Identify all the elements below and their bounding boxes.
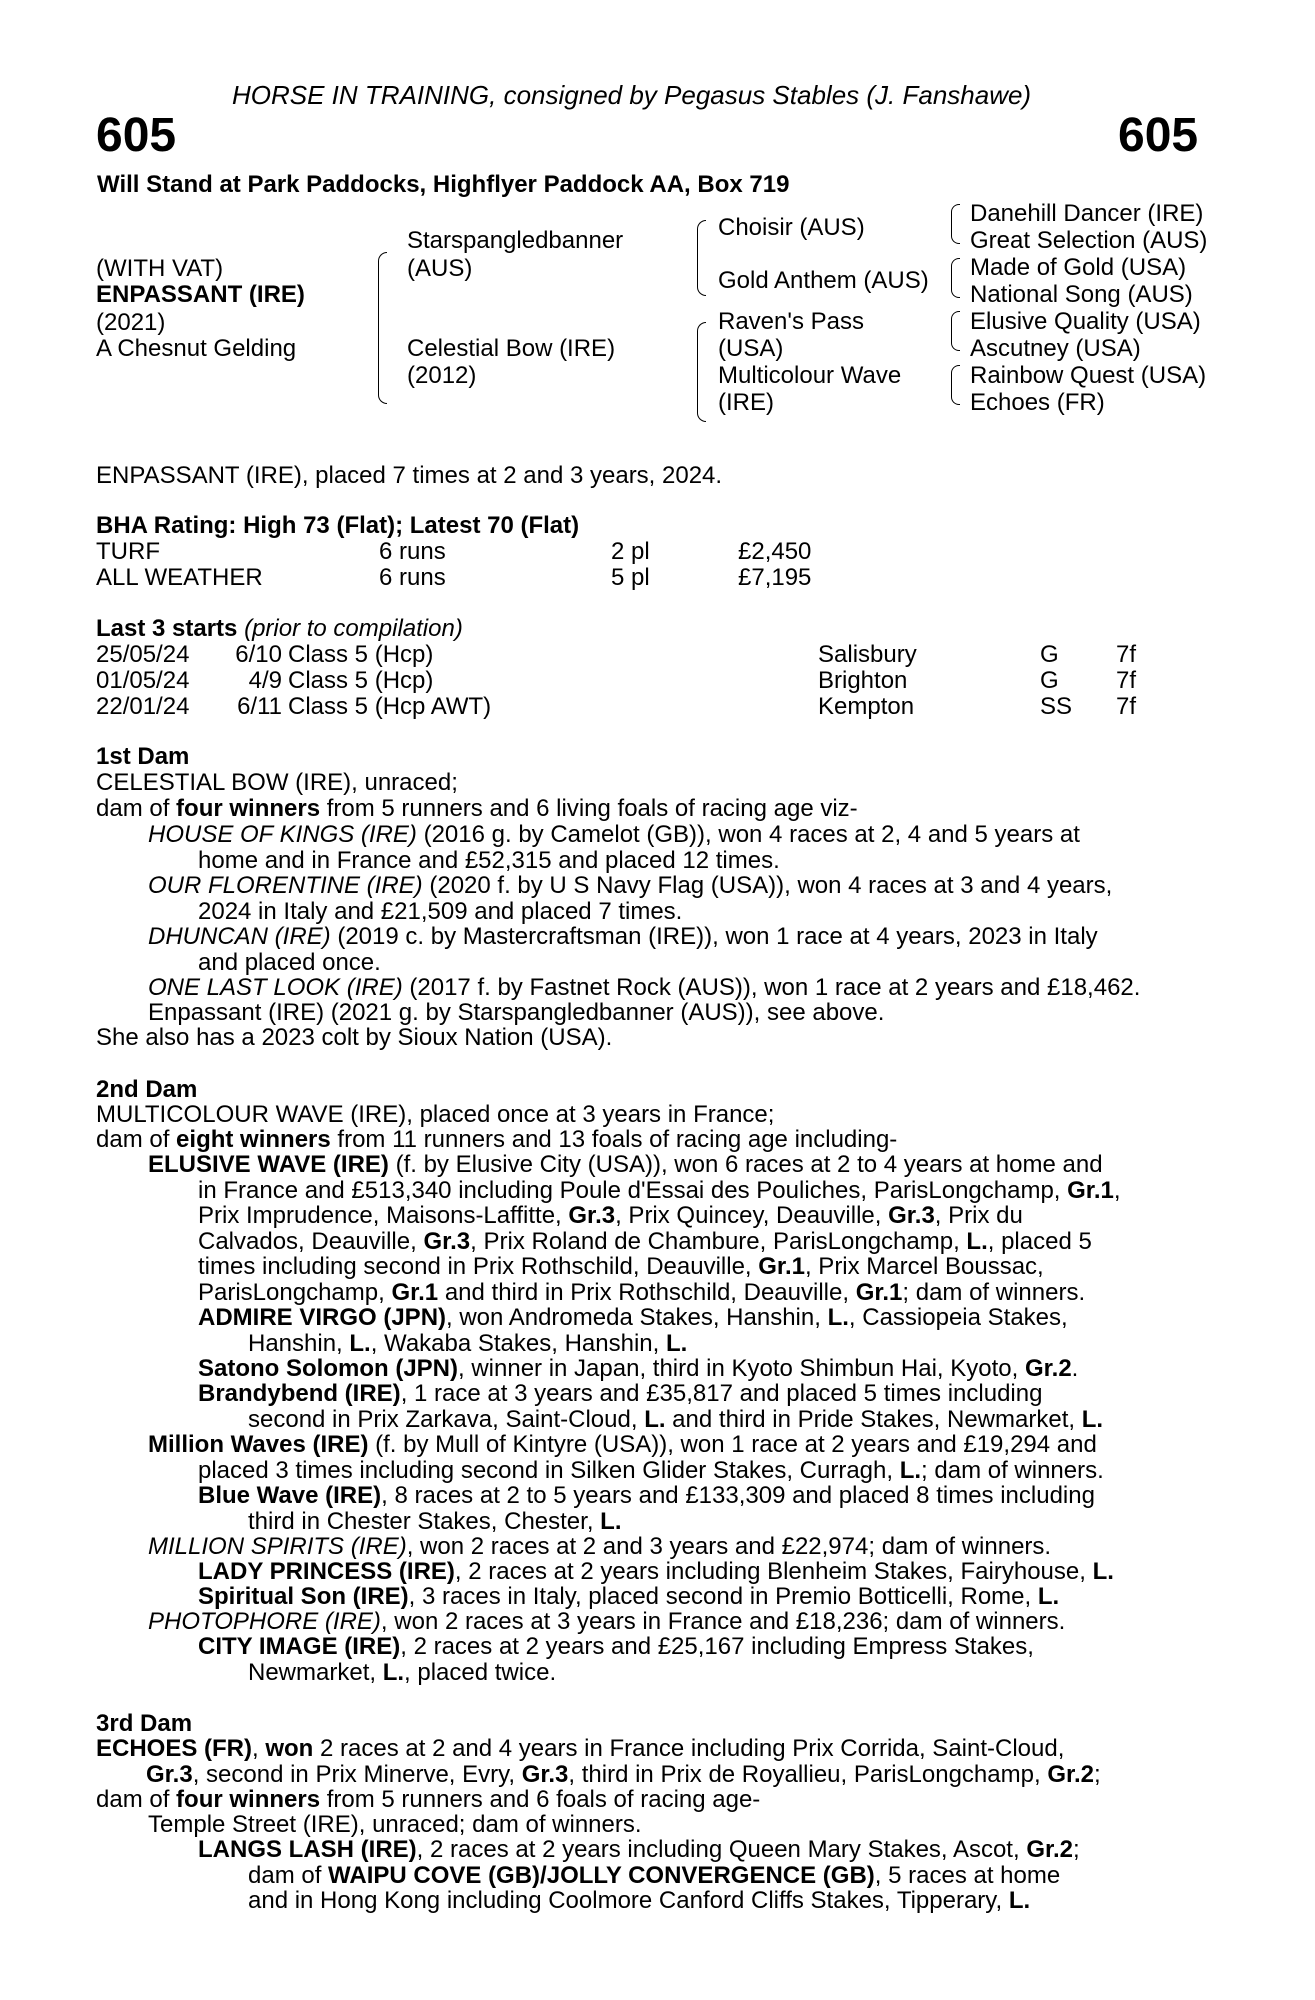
pedigree-brace-sd <box>951 258 960 298</box>
foal-record: (f. by Elusive City (USA)), won 6 races at 2 to 4 years at home and <box>388 1151 1103 1178</box>
pedigree-brace-dd <box>951 365 960 405</box>
foal-name: WAIPU COVE (GB)/JOLLY CONVERGENCE (GB) <box>328 1861 875 1889</box>
race-grade: L. <box>827 1304 849 1331</box>
start-going: G <box>1040 667 1059 694</box>
foal-record: (2019 c. by Mastercraftsman (IRE)), won 1 race at 4 years, 2023 in Italy <box>330 923 1098 950</box>
rating-surface: ALL WEATHER <box>96 564 263 591</box>
foal-record: , 8 races at 2 to 5 years and £133,309 and placed 8 times including <box>381 1482 1095 1509</box>
start-class: Class 5 (Hcp) <box>288 667 434 694</box>
race-grade: Gr.2 <box>1026 1836 1074 1863</box>
foal-record: ParisLongchamp, <box>198 1278 392 1306</box>
lot-number-left: 605 <box>96 109 177 162</box>
dam1-produce-dhuncan <box>148 924 1203 975</box>
pedigree-dsd: Ascutney (USA) <box>970 335 1141 362</box>
dam3-produce-line <box>96 1787 760 1813</box>
pedigree-dam-year: (2012) <box>407 362 477 389</box>
pedigree-dam-dam: Multicolour Wave <box>718 362 902 389</box>
dam1-produce-house-of-kings <box>148 822 1203 873</box>
start-going: SS <box>1040 693 1073 720</box>
race-grade: Gr.1 <box>391 1278 439 1306</box>
race-grade: Gr.1 <box>758 1253 805 1280</box>
pedigree-brace-dam <box>697 322 706 422</box>
foal-record-cont: home and in France and £52,315 and placed 12 times. <box>198 846 780 874</box>
dam3-record <box>96 1736 1203 1787</box>
foal-record: (2016 g. by Camelot (GB)), won 4 races at 2, 4 and 5 years at <box>416 821 1080 848</box>
starts-title-bold: Last 3 starts <box>96 615 238 642</box>
start-distance: 7f <box>1116 693 1137 720</box>
foal-name: DHUNCAN (IRE) <box>148 923 331 950</box>
foal-name: LADY PRINCESS (IRE) <box>198 1558 455 1585</box>
foal-name: OUR FLORENTINE (IRE) <box>148 872 423 899</box>
pedigree-sire: Starspangledbanner <box>407 227 624 254</box>
rating-runs: 6 runs <box>379 538 446 565</box>
dam1-produce-one-last-look <box>148 975 1203 1001</box>
start-position: 6/11 <box>237 693 282 720</box>
race-grade: L. <box>382 1658 405 1686</box>
foal-record: placed 3 times including second in Silken Glider Stakes, Curragh, <box>198 1456 900 1484</box>
foal-record: , Wakaba Stakes, Hanshin, <box>370 1329 666 1357</box>
foal-record: , Prix Roland de Chambure, ParisLongchamp, <box>470 1227 967 1255</box>
location-line: Will Stand at Park Paddocks, Highflyer Paddock AA, Box 719 <box>97 171 790 198</box>
dam3-text: , third in Prix de Royallieu, ParisLongchamp, <box>568 1760 1048 1788</box>
foal-record: , Prix Quincey, Deauville, <box>615 1202 889 1229</box>
foal-record: ; <box>1073 1836 1080 1863</box>
foal-name: Blue Wave (IRE) <box>198 1482 382 1509</box>
foal-record: , 2 races at 2 years and £25,167 including Empress Stakes, <box>400 1633 1034 1660</box>
page-header-title: HORSE IN TRAINING, consigned by Pegasus Stables (J. Fanshawe) <box>232 80 1032 110</box>
race-grade: Gr.3 <box>568 1202 616 1229</box>
race-grade: L. <box>1008 1887 1031 1914</box>
pedigree-dam-sire-country: (USA) <box>718 335 784 362</box>
foal-name: Satono Solomon (JPN) <box>198 1355 458 1382</box>
start-going: G <box>1040 641 1059 668</box>
foal-record: , won 2 races at 3 years in France and £18,236; dam of winners. <box>380 1608 1066 1635</box>
dam2-produce-photophore <box>148 1609 1065 1635</box>
race-grade: L. <box>349 1329 371 1357</box>
race-grade: L. <box>1037 1583 1060 1610</box>
foal-record: , Cassiopeia Stakes, <box>848 1304 1068 1331</box>
race-summary: ENPASSANT (IRE), placed 7 times at 2 and 3 years, 2024. <box>96 462 723 489</box>
pedigree-sire-dam: Gold Anthem (AUS) <box>718 267 929 294</box>
horse-description: A Chesnut Gelding <box>96 335 297 362</box>
horse-year: (2021) <box>96 309 166 336</box>
pedigree-sdd: National Song (AUS) <box>970 281 1193 308</box>
start-date: 25/05/24 <box>96 641 190 668</box>
race-grade: Gr.1 <box>1067 1176 1114 1204</box>
horse-name: ENPASSANT (IRE) <box>96 281 305 308</box>
foal-record: ; dam of winners. <box>902 1278 1086 1306</box>
dam3-text: ; <box>1094 1760 1101 1788</box>
pedigree-dam-dam-country: (IRE) <box>718 389 774 416</box>
dam2-produce-admire-virgo <box>198 1305 1203 1356</box>
foal-name: ELUSIVE WAVE (IRE) <box>148 1151 389 1178</box>
foal-name: Million Waves (IRE) <box>148 1431 369 1458</box>
dam1-produce-our-florentine <box>148 873 1203 924</box>
dam2-produce-spiritual-son <box>198 1584 1059 1610</box>
dam2-produce-lady-princess <box>198 1559 1114 1585</box>
race-grade: L. <box>1081 1405 1104 1433</box>
foal-name: MILLION SPIRITS (IRE) <box>148 1533 407 1560</box>
race-grade: Gr.3 <box>888 1202 935 1229</box>
dam1-produce-note: She also has a 2023 colt by Sioux Nation (USA). <box>96 1024 613 1051</box>
dam3-text: , second in Prix Minerve, Evry, <box>192 1760 522 1788</box>
dam1-produce-line <box>96 796 858 822</box>
foal-record: , won 2 races at 2 and 3 years and £22,974; dam of winners. <box>406 1533 1052 1560</box>
foal-record: Prix Imprudence, Maisons-Laffitte, <box>198 1202 569 1229</box>
foal-name: Brandybend (IRE) <box>198 1380 401 1407</box>
foal-record: times including second in Prix Rothschild, Deauville, <box>198 1253 759 1280</box>
dam1-line: CELESTIAL BOW (IRE), unraced; <box>96 769 458 796</box>
foal-record: and in Hong Kong including Coolmore Canford Cliffs Stakes, Tipperary, <box>248 1887 1009 1914</box>
race-grade: Gr.3 <box>521 1760 569 1788</box>
foal-record: ; dam of winners. <box>921 1456 1104 1484</box>
foal-record: in France and £513,340 including Poule d'Essai des Pouliches, ParisLongchamp, <box>198 1176 1068 1204</box>
race-grade: Gr.3 <box>423 1227 471 1255</box>
dam2-produce-line <box>96 1127 897 1153</box>
rating-surface: TURF <box>96 538 160 565</box>
dam1-text: dam of <box>96 795 177 822</box>
dam2-produce-satono-solomon <box>198 1356 1078 1382</box>
dam2-line: MULTICOLOUR WAVE (IRE), placed once at 3 years in France; <box>96 1101 775 1128</box>
dam2-produce-million-spirits <box>148 1534 1051 1560</box>
foal-record: , 1 race at 3 years and £35,817 and placed 5 times including <box>400 1380 1043 1407</box>
start-distance: 7f <box>1116 641 1137 668</box>
pedigree-dam-sire: Raven's Pass <box>718 308 864 335</box>
foal-record: , <box>1113 1176 1121 1204</box>
dam2-text: from 11 runners and 13 foals of racing age including- <box>330 1126 898 1153</box>
dam3-name: ECHOES (FR) <box>96 1735 252 1762</box>
foal-name: HOUSE OF KINGS (IRE) <box>148 821 417 848</box>
dam3-heading: 3rd Dam <box>96 1710 193 1737</box>
pedigree-dam: Celestial Bow (IRE) <box>407 335 616 362</box>
foal-record-cont: 2024 in Italy and £21,509 and placed 7 times. <box>198 897 683 925</box>
race-grade: Gr.1 <box>855 1278 903 1306</box>
foal-record: Hanshin, <box>248 1329 350 1357</box>
starts-title-italic: (prior to compilation) <box>244 615 463 642</box>
foal-record: (2017 f. by Fastnet Rock (AUS)), won 1 race at 2 years and £18,462. <box>402 974 1141 1001</box>
foal-record: second in Prix Zarkava, Saint-Cloud, <box>248 1405 645 1433</box>
foal-record-cont: and placed once. <box>198 948 381 976</box>
rating-placed: 5 pl <box>611 564 650 591</box>
dam3-text: 2 races at 2 and 4 years in France including Prix Corrida, Saint-Cloud, <box>313 1735 1065 1762</box>
foal-name: CITY IMAGE (IRE) <box>198 1633 401 1660</box>
foal-record: , won Andromeda Stakes, Hanshin, <box>446 1304 828 1331</box>
pedigree-dss: Elusive Quality (USA) <box>970 308 1201 335</box>
dam2-winners: eight winners <box>176 1126 331 1153</box>
rating-title: BHA Rating: High 73 (Flat); Latest 70 (Flat) <box>96 512 580 539</box>
foal-record: dam of <box>248 1861 329 1889</box>
foal-record: , 3 races in Italy, placed second in Premio Botticelli, Rome, <box>408 1583 1038 1610</box>
dam3-text: dam of <box>96 1786 177 1813</box>
dam1-winners: four winners <box>176 795 321 822</box>
start-date: 22/01/24 <box>96 693 190 720</box>
pedigree-brace-ss <box>951 204 960 244</box>
starts-title <box>96 616 463 642</box>
race-grade: L. <box>1092 1558 1114 1585</box>
foal-name: Spiritual Son (IRE) <box>198 1583 409 1610</box>
dam1-text: from 5 runners and 6 living foals of racing age viz- <box>320 795 858 822</box>
pedigree-dds: Rainbow Quest (USA) <box>970 362 1207 389</box>
dam1-produce-enpassant: Enpassant (IRE) (2021 g. by Starspangledbanner (AUS)), see above. <box>148 999 885 1026</box>
foal-record: , 5 races at home <box>874 1861 1061 1889</box>
dam2-heading: 2nd Dam <box>96 1076 198 1103</box>
dam3-produce-temple-street: Temple Street (IRE), unraced; dam of winners. <box>148 1811 642 1838</box>
dam2-produce-brandybend <box>198 1381 1203 1432</box>
rating-prize: £2,450 <box>738 538 812 565</box>
rating-runs: 6 runs <box>379 564 446 591</box>
pedigree-sds: Made of Gold (USA) <box>970 254 1187 281</box>
race-grade: L. <box>600 1507 622 1535</box>
pedigree-brace-ds <box>951 311 960 351</box>
pedigree-sss: Danehill Dancer (IRE) <box>970 200 1204 227</box>
foal-record: , Prix du <box>934 1202 1023 1229</box>
foal-record: and third in Pride Stakes, Newmarket, <box>665 1405 1082 1433</box>
race-grade: Gr.2 <box>1024 1355 1072 1382</box>
race-grade: L. <box>644 1405 666 1433</box>
dam2-text: dam of <box>96 1126 177 1153</box>
start-class: Class 5 (Hcp) <box>288 641 434 668</box>
pedigree-ddd: Echoes (FR) <box>970 389 1105 416</box>
lot-number-right: 605 <box>1118 109 1199 162</box>
foal-name: ADMIRE VIRGO (JPN) <box>198 1304 447 1331</box>
pedigree-brace-gen1 <box>378 252 387 404</box>
foal-record: , 2 races at 2 years including Queen Mary Stakes, Ascot, <box>416 1836 1027 1863</box>
foal-record: third in Chester Stakes, Chester, <box>248 1507 601 1535</box>
foal-record: Newmarket, <box>248 1658 383 1686</box>
foal-record: , placed twice. <box>404 1658 557 1686</box>
dam3-winners: four winners <box>176 1786 321 1813</box>
race-grade: Gr.3 <box>146 1760 193 1788</box>
dam2-produce-elusive-wave <box>148 1152 1203 1305</box>
foal-name: LANGS LASH (IRE) <box>198 1836 417 1863</box>
pedigree-sire-sire: Choisir (AUS) <box>718 214 865 241</box>
foal-record: (f. by Mull of Kintyre (USA)), won 1 race at 2 years and £19,294 and <box>368 1431 1097 1458</box>
start-position: 6/10 <box>235 641 282 668</box>
foal-record: . <box>1071 1355 1079 1382</box>
dam3-produce-langs-lash <box>198 1837 1203 1914</box>
race-grade: L. <box>899 1456 922 1484</box>
foal-record: (2020 f. by U S Navy Flag (USA)), won 4 races at 3 and 4 years, <box>422 872 1113 899</box>
start-class: Class 5 (Hcp AWT) <box>288 693 492 720</box>
rating-placed: 2 pl <box>611 538 650 565</box>
start-date: 01/05/24 <box>96 667 190 694</box>
start-position: 4/9 <box>248 667 282 694</box>
dam2-produce-blue-wave <box>198 1483 1203 1534</box>
dam2-produce-million-waves <box>148 1432 1203 1483</box>
pedigree-brace-sire <box>697 220 706 296</box>
race-grade: L. <box>665 1329 688 1357</box>
vat-note: (WITH VAT) <box>96 255 224 282</box>
rating-prize: £7,195 <box>738 564 812 591</box>
dam1-heading: 1st Dam <box>96 743 190 770</box>
foal-record: Calvados, Deauville, <box>198 1227 424 1255</box>
foal-record: , placed 5 <box>987 1227 1092 1255</box>
foal-name: PHOTOPHORE (IRE) <box>148 1608 381 1635</box>
foal-name: ONE LAST LOOK (IRE) <box>148 974 403 1001</box>
race-grade: L. <box>966 1227 988 1255</box>
foal-record: , winner in Japan, third in Kyoto Shimbun Hai, Kyoto, <box>458 1355 1025 1382</box>
foal-record: , Prix Marcel Boussac, <box>804 1253 1044 1280</box>
dam3-text: , <box>252 1735 266 1762</box>
pedigree-ssd: Great Selection (AUS) <box>970 227 1208 254</box>
pedigree-sire-country: (AUS) <box>407 255 473 282</box>
foal-record: and third in Prix Rothschild, Deauville, <box>438 1278 856 1306</box>
dam3-text: from 5 runners and 6 foals of racing age- <box>320 1786 761 1813</box>
start-course: Brighton <box>818 667 908 694</box>
dam3-won: won <box>265 1735 314 1762</box>
dam2-produce-city-image <box>198 1634 1203 1685</box>
start-course: Kempton <box>818 693 915 720</box>
start-distance: 7f <box>1116 667 1137 694</box>
foal-record: , 2 races at 2 years including Blenheim Stakes, Fairyhouse, <box>454 1558 1093 1585</box>
race-grade: Gr.2 <box>1047 1760 1095 1788</box>
start-course: Salisbury <box>818 641 917 668</box>
